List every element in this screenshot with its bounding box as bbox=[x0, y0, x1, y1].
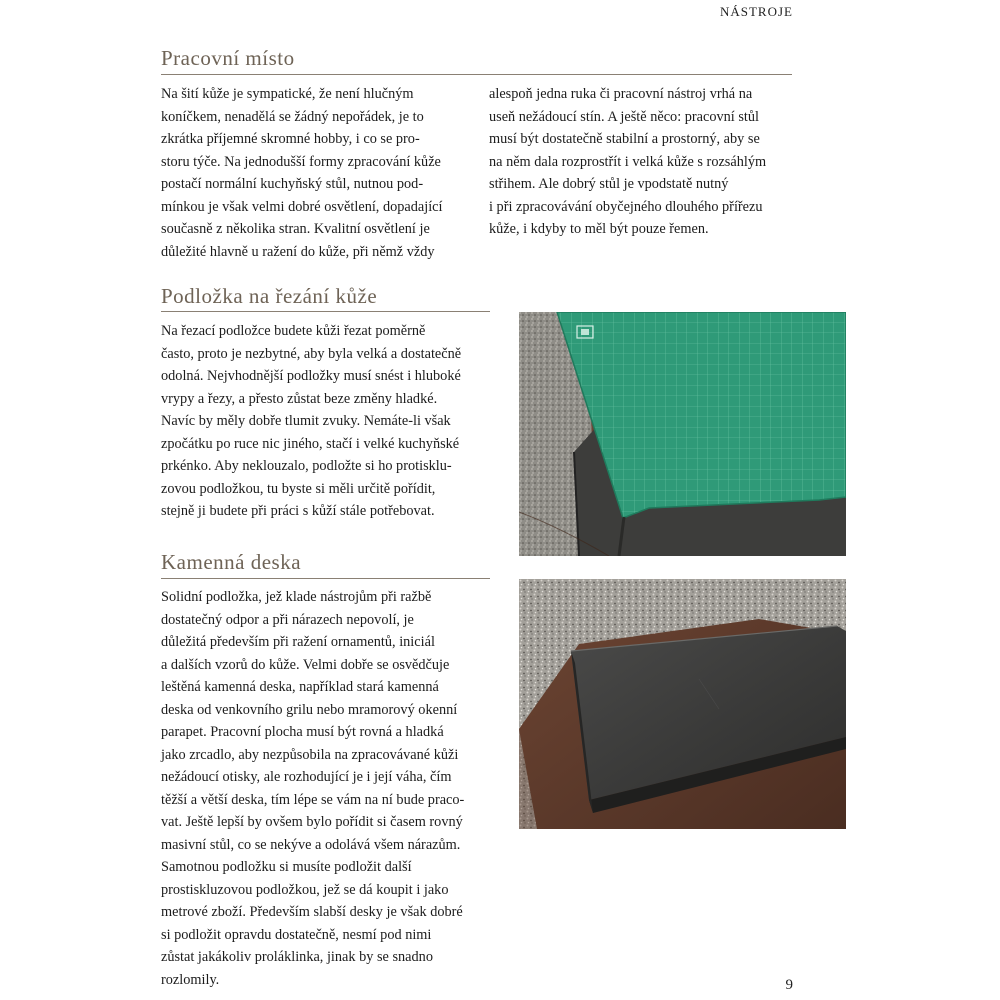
text-line: a dalších vzorů do kůže. Velmi dobře se osvědčuje bbox=[161, 656, 450, 673]
text-line: Solidní podložka, jež klade nástrojům při ražbě bbox=[161, 589, 432, 605]
stone-slab-photo bbox=[519, 579, 846, 829]
text-line: vrypy a řezy, a přesto zůstat beze změny hladké. bbox=[161, 390, 438, 407]
text-line: alespoň jedna ruka či pracovní nástroj vrhá na bbox=[489, 86, 753, 102]
section-title-pracovni-misto: Pracovní místo bbox=[161, 46, 295, 70]
page-number: 9 bbox=[785, 977, 793, 993]
running-head: NÁSTROJE bbox=[719, 4, 793, 19]
text-line: metrové zboží. Především slabší desky je však dobré bbox=[161, 904, 463, 920]
text-line: parapet. Pracovní plocha musí být rovná a hladká bbox=[161, 724, 444, 740]
text-line: zovou podložkou, tu byste si měli určitě pořídit, bbox=[161, 480, 436, 497]
text-line: si podložit opravdu dostatečně, nesmí pod nimi bbox=[161, 926, 432, 943]
text-line: leštěná kamenná deska, například stará kamenná bbox=[161, 679, 439, 695]
text-line: vat. Ještě lepší by ovšem bylo pořídit si časem rovný bbox=[161, 814, 463, 830]
text-column-podlozka bbox=[161, 320, 461, 523]
text-line: mínkou je však velmi dobré osvětlení, dopadající bbox=[161, 198, 443, 215]
text-line: odolná. Nejvhodnější podložky musí snést i hluboké bbox=[161, 368, 461, 384]
text-line: prkénko. Aby neklouzalo, podložte si ho protisklu- bbox=[161, 458, 452, 474]
section-rule bbox=[161, 74, 792, 75]
text-line: Na šití kůže je sympatické, že není hlučným bbox=[161, 86, 414, 102]
text-line: i při zpracovávání obyčejného dlouhého přířezu bbox=[489, 198, 763, 215]
text-line: rozlomily. bbox=[161, 971, 220, 988]
text-line: kůže, i kdyby to měl být pouze řemen. bbox=[489, 221, 709, 237]
text-line: koníčkem, nenadělá se žádný nepořádek, je to bbox=[161, 108, 424, 125]
section-rule bbox=[161, 578, 490, 579]
text-line: musí být dostatečně stabilní a prostorný, aby se bbox=[489, 131, 760, 147]
text-line: storu týče. Na jednodušší formy zpracování kůže bbox=[161, 153, 441, 170]
text-line: střihem. Ale dobrý stůl je vpodstatě nutný bbox=[489, 176, 729, 192]
text-column-left bbox=[161, 83, 443, 263]
text-line: důležité hlavně u ražení do kůže, při němž vždy bbox=[161, 243, 435, 260]
text-line: jako zrcadlo, aby nezpůsobila na zpracovávané kůži bbox=[161, 746, 459, 763]
text-line: na něm dala rozprostřít i velká kůže s rozsáhlým bbox=[489, 153, 767, 170]
text-line: současně z několika stran. Kvalitní osvětlení je bbox=[161, 221, 430, 237]
text-line: deska od venkovního grilu nebo mramorový okenní bbox=[161, 701, 458, 718]
text-line: důležitá především při ražení ornamentů, iniciál bbox=[161, 634, 435, 650]
text-line: postačí normální kuchyňský stůl, nutnou pod- bbox=[161, 176, 424, 192]
text-column-kamenna-deska bbox=[161, 586, 464, 991]
section-title-kamenna-deska: Kamenná deska bbox=[161, 550, 302, 574]
text-line: Na řezací podložce budete kůži řezat poměrně bbox=[161, 323, 426, 339]
section-rule bbox=[161, 311, 490, 312]
text-line: zkrátka příjemné skromné hobby, i co se pro- bbox=[161, 131, 420, 147]
text-line: zpočátku po ruce nic jiného, stačí i velké kuchyňské bbox=[161, 435, 460, 452]
text-column-right bbox=[489, 83, 766, 241]
text-line: nežádoucí otisky, ale rozhodující je i její váha, čím bbox=[161, 769, 452, 785]
text-line: Navíc by měly dobře tlumit zvuky. Nemáte-li však bbox=[161, 413, 451, 429]
cutting-mat-photo bbox=[519, 312, 846, 556]
section-title-podlozka: Podložka na řezání kůže bbox=[161, 284, 378, 308]
text-line: těžší a větší deska, tím lépe se vám na ní bude praco- bbox=[161, 791, 465, 808]
text-line: prostiskluzovou podložkou, jež se dá koupit i jako bbox=[161, 881, 449, 898]
text-line: často, proto je nezbytné, aby byla velká a dostatečně bbox=[161, 345, 462, 362]
text-line: masivní stůl, co se nekýve a odolává všem nárazům. bbox=[161, 836, 461, 853]
text-line: zůstat jakákoliv proláklinka, jinak by se snadno bbox=[161, 949, 433, 965]
text-line: dostatečný odpor a při nárazech nepovolí, je bbox=[161, 611, 414, 628]
text-line: stejně ji budete při práci s kůží stále potřebovat. bbox=[161, 503, 435, 519]
text-line: Samotnou podložku si musíte podložit další bbox=[161, 859, 412, 875]
text-line: useň nežádoucí stín. A ještě něco: pracovní stůl bbox=[489, 108, 759, 125]
